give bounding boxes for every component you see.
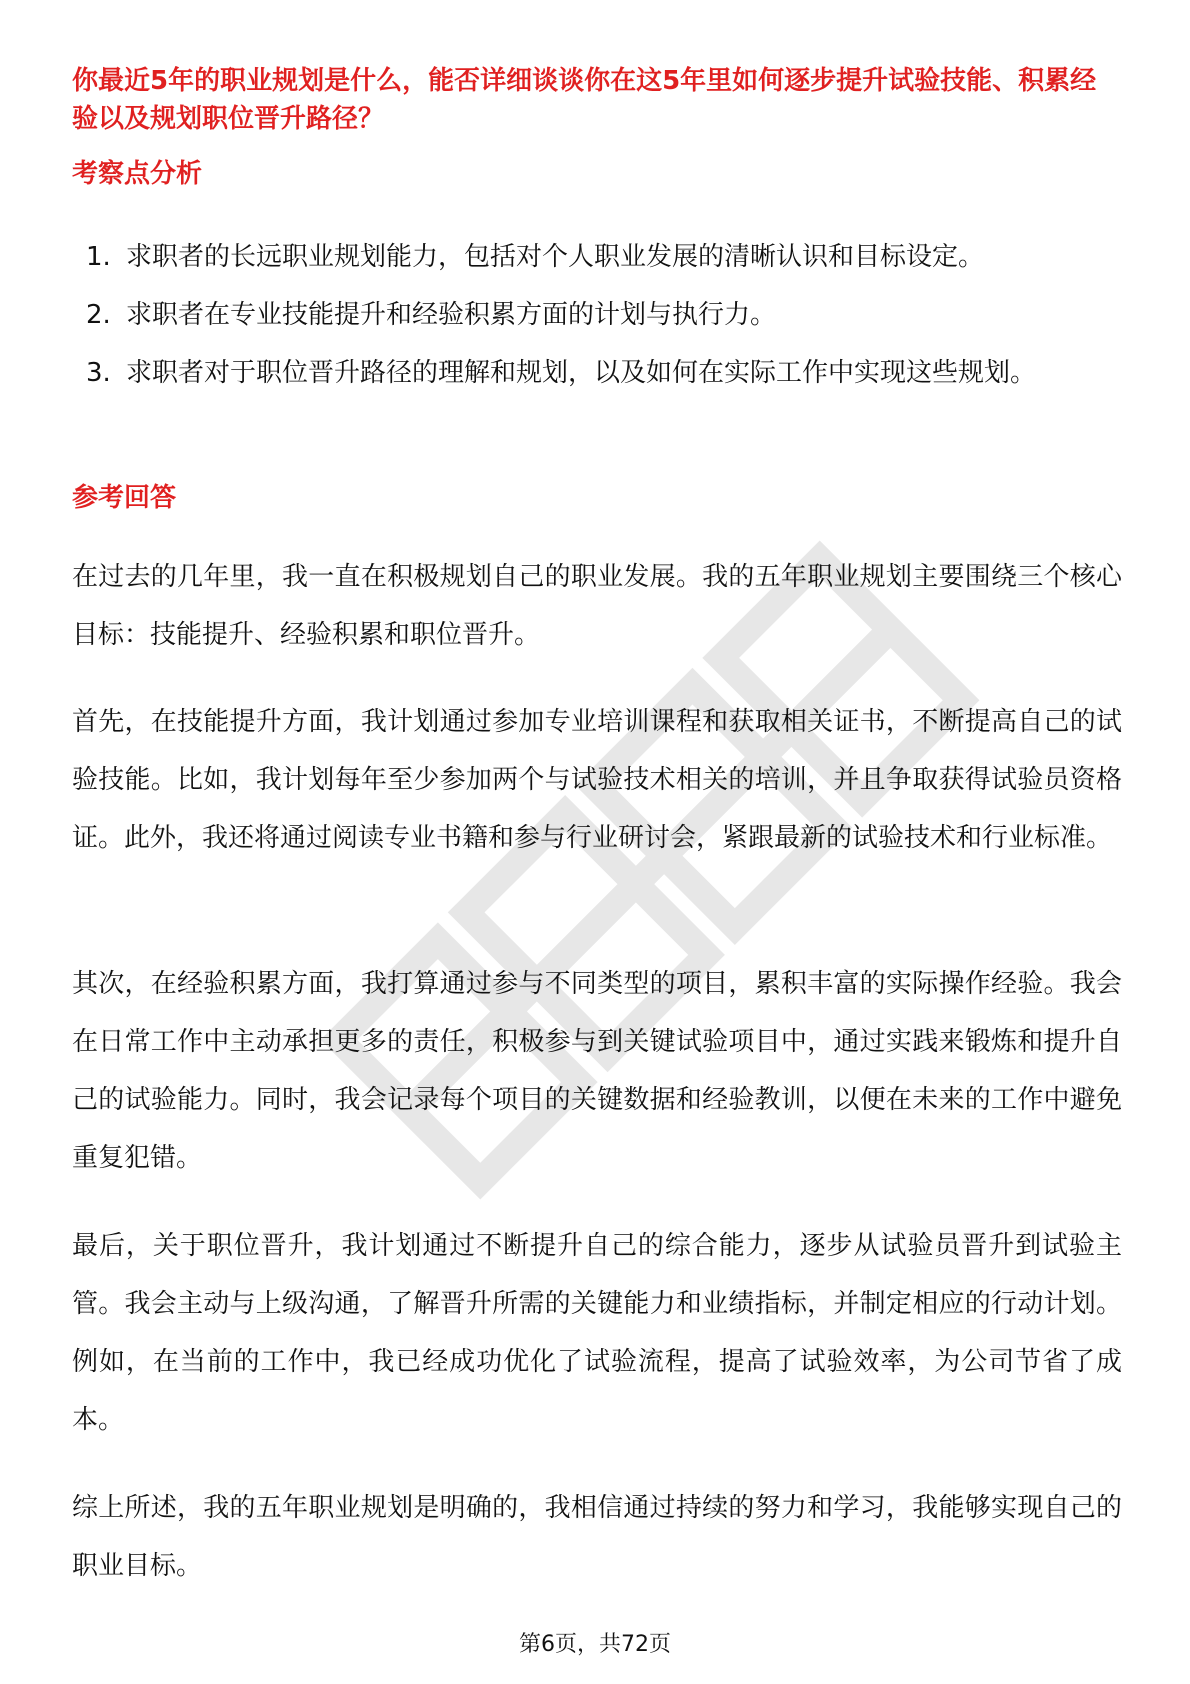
point-text: 求职者在专业技能提升和经验积累方面的计划与执行力。 bbox=[126, 300, 777, 330]
analysis-points-list bbox=[72, 228, 1122, 402]
answer-section-title: 参考回答 bbox=[72, 483, 177, 513]
analysis-point bbox=[72, 344, 1122, 402]
point-number: 2. bbox=[86, 300, 111, 330]
page-number-footer: 第6页，共72页 bbox=[519, 1632, 671, 1657]
point-number: 1. bbox=[86, 242, 111, 272]
question-heading: 你最近5年的职业规划是什么，能否详细谈谈你在这5年里如何逐步提升试验技能、积累经验以及规划职位晋升路径？ bbox=[72, 66, 1097, 134]
analysis-point bbox=[72, 286, 1122, 344]
answer-paragraph: 首先，在技能提升方面，我计划通过参加专业培训课程和获取相关证书，不断提高自己的试验技能。比如，我计划每年至少参加两个与试验技术相关的培训，并且争取获得试验员资格证。此外，我还将通过阅读专业书籍和参与行业研讨会，紧跟最新的试验技术和行业标准。 bbox=[72, 707, 1122, 853]
analysis-section-title: 考察点分析 bbox=[72, 159, 203, 189]
analysis-point bbox=[72, 228, 1122, 286]
answer-paragraph: 最后，关于职位晋升，我计划通过不断提升自己的综合能力，逐步从试验员晋升到试验主管。我会主动与上级沟通，了解晋升所需的关键能力和业绩指标，并制定相应的行动计划。例如，在当前的工作中，我已经成功优化了试验流程，提高了试验效率，为公司节省了成本。 bbox=[72, 1231, 1122, 1435]
point-text: 求职者对于职位晋升路径的理解和规划，以及如何在实际工作中实现这些规划。 bbox=[126, 358, 1037, 388]
answer-paragraph: 其次，在经验积累方面，我打算通过参与不同类型的项目，累积丰富的实际操作经验。我会在日常工作中主动承担更多的责任，积极参与到关键试验项目中，通过实践来锻炼和提升自己的试验能力。同时，我会记录每个项目的关键数据和经验教训，以便在未来的工作中避免重复犯错。 bbox=[72, 969, 1122, 1173]
answer-paragraph: 综上所述，我的五年职业规划是明确的，我相信通过持续的努力和学习，我能够实现自己的职业目标。 bbox=[72, 1493, 1122, 1581]
answer-paragraph: 在过去的几年里，我一直在积极规划自己的职业发展。我的五年职业规划主要围绕三个核心目标：技能提升、经验积累和职位晋升。 bbox=[72, 562, 1122, 650]
point-number: 3. bbox=[86, 358, 111, 388]
point-text: 求职者的长远职业规划能力，包括对个人职业发展的清晰认识和目标设定。 bbox=[126, 242, 985, 272]
